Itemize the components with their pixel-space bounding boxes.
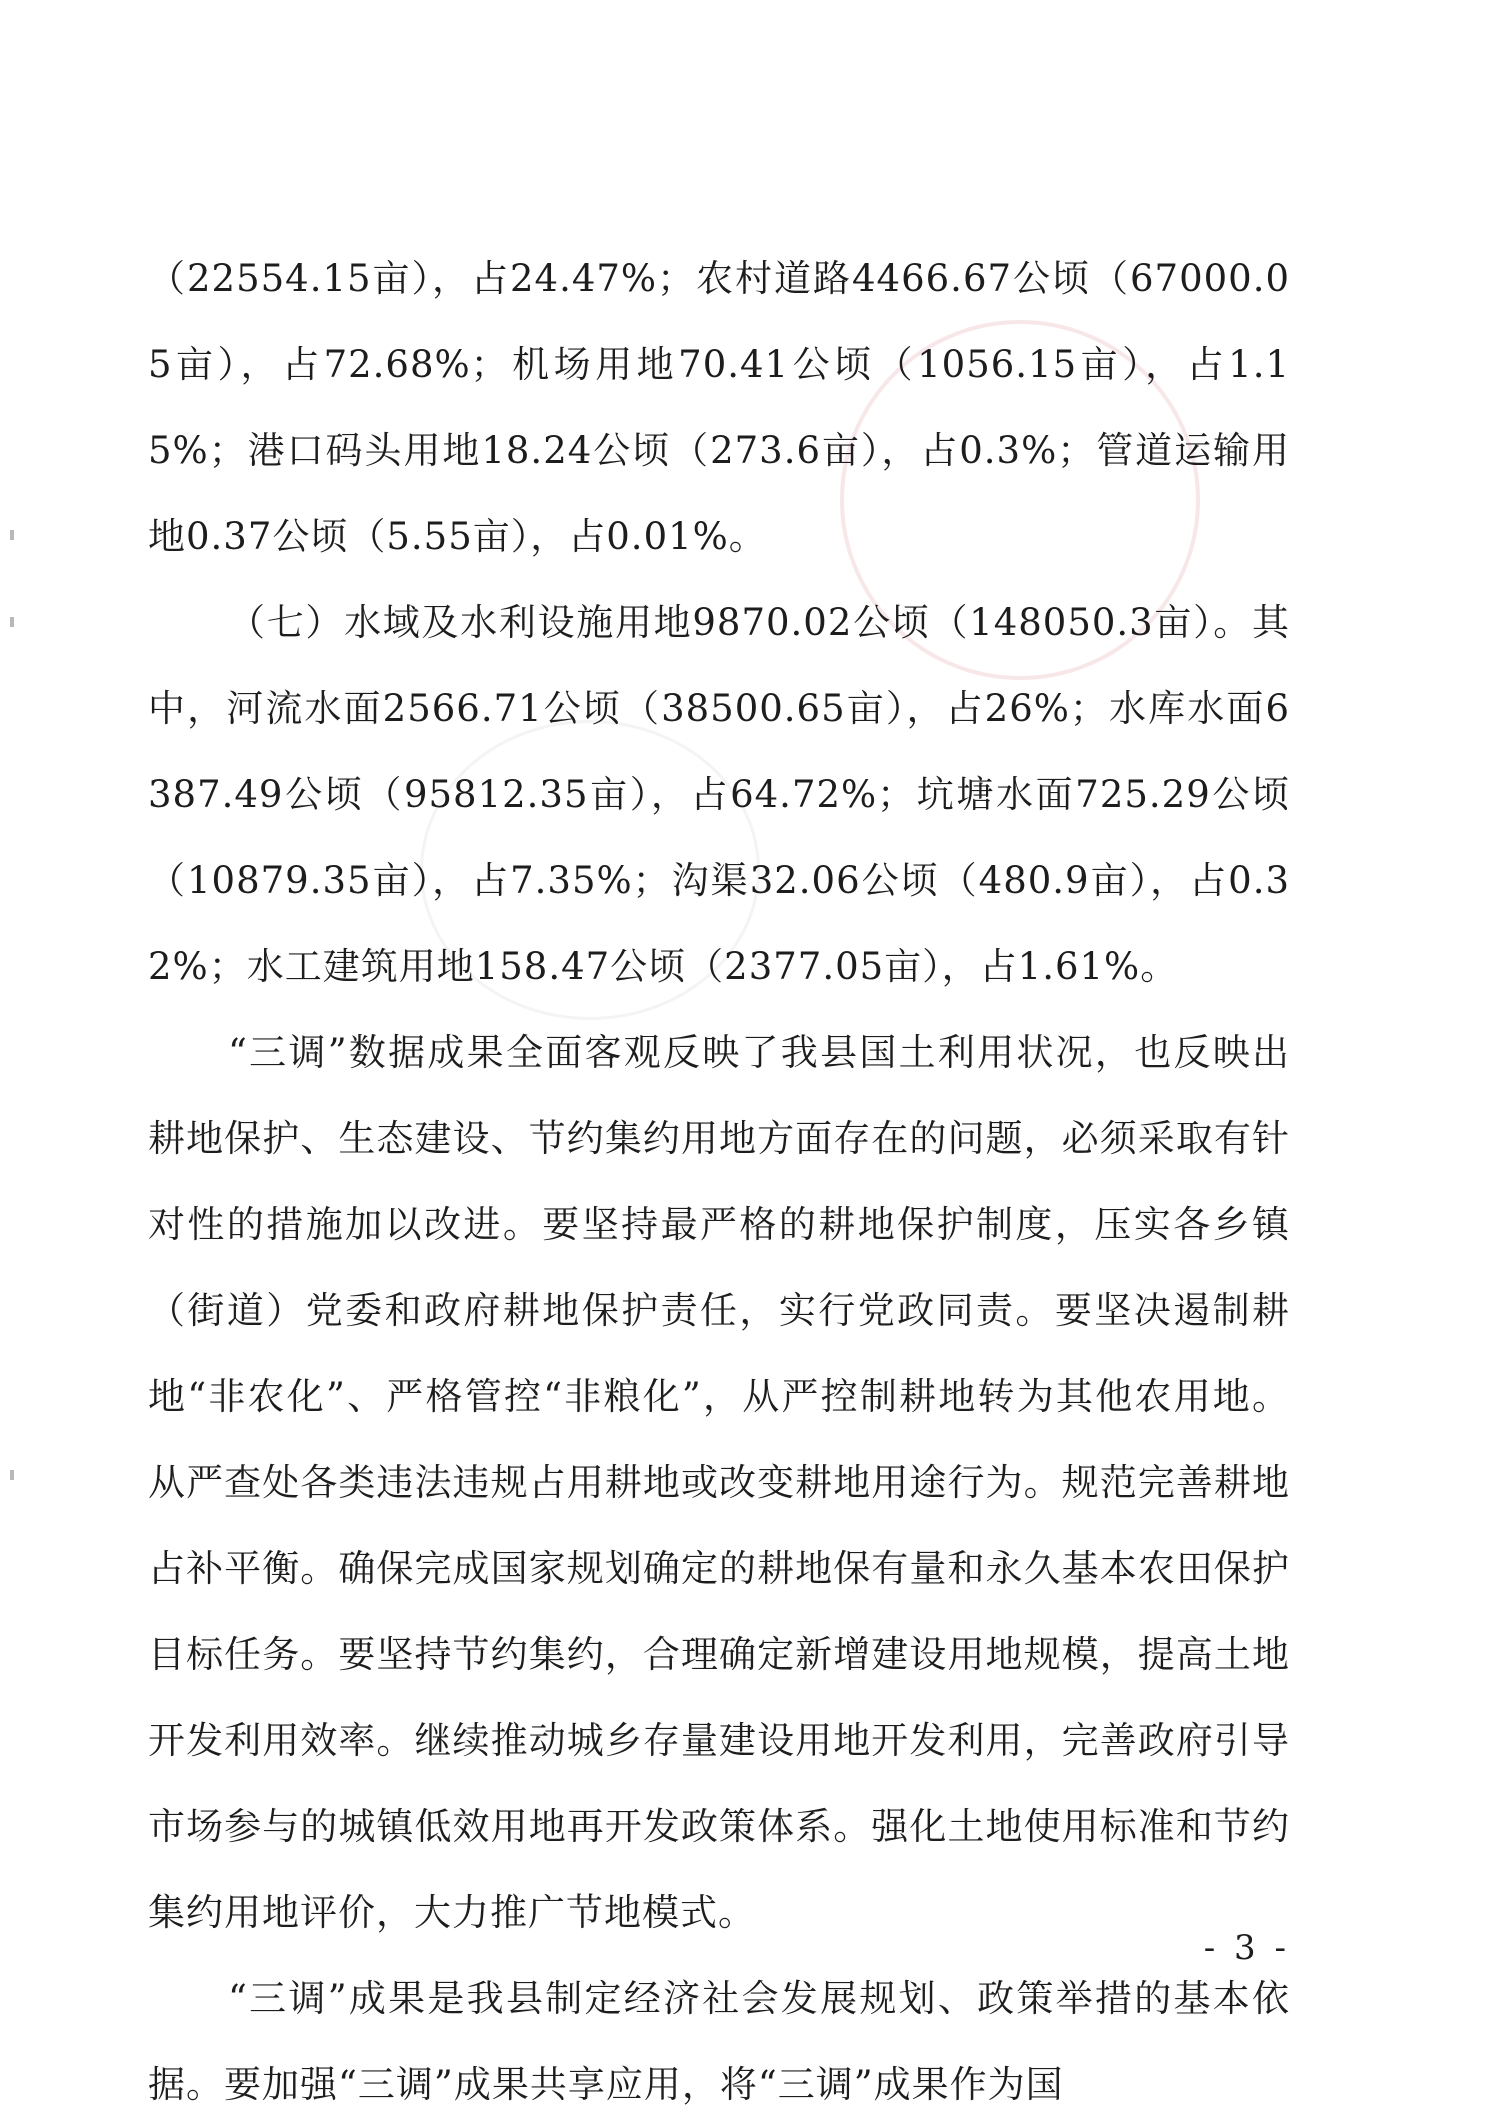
paragraph-water-area: （七）水域及水利设施用地9870.02公顷（148050.3亩）。其中，河流水面2566.71公顷（38500.65亩），占26%；水库水面6387.49公顷（95812.35亩），占64.72%；坑塘水面725.29公顷（10879.35亩），占7.35%；沟渠32.06公顷（480.9亩），占0.32%；水工建筑用地158.47公顷（2377.05亩），占1.61%。 bbox=[148, 601, 1290, 988]
scan-edge-mark bbox=[10, 617, 14, 627]
paragraph-survey-application: “三调”成果是我县制定经济社会发展规划、政策举措的基本依据。要加强“三调”成果共享应用，将“三调”成果作为国 bbox=[148, 1977, 1290, 2106]
paragraph-survey-findings: “三调”数据成果全面客观反映了我县国土利用状况，也反映出耕地保护、生态建设、节约集约用地方面存在的问题，必须采取有针对性的措施加以改进。要坚持最严格的耕地保护制度，压实各乡镇（街道）党委和政府耕地保护责任，实行党政同责。要坚决遏制耕地“非农化”、严格管控“非粮化”，从严控制耕地转为其他农用地。从严查处各类违法违规占用耕地或改变耕地用途行为。规范完善耕地占补平衡。确保完成国家规划确定的耕地保有量和永久基本农田保护目标任务。要坚持节约集约，合理确定新增建设用地规模，提高土地开发利用效率。继续推动城乡存量建设用地开发利用，完善政府引导市场参与的城镇低效用地再开发政策体系。强化土地使用标准和节约集约用地评价，大力推广节地模式。 bbox=[148, 1031, 1290, 1934]
scan-edge-mark bbox=[10, 530, 14, 540]
body-text bbox=[148, 236, 1290, 2128]
paragraph-transport-continued: （22554.15亩），占24.47%；农村道路4466.67公顷（67000.05亩），占72.68%；机场用地70.41公顷（1056.15亩），占1.15%；港口码头用地18.24公顷（273.6亩），占0.3%；管道运输用地0.37公顷（5.55亩），占0.01%。 bbox=[148, 257, 1290, 558]
scan-edge-mark bbox=[10, 1470, 14, 1480]
page-number: - 3 - bbox=[1203, 1928, 1290, 1968]
